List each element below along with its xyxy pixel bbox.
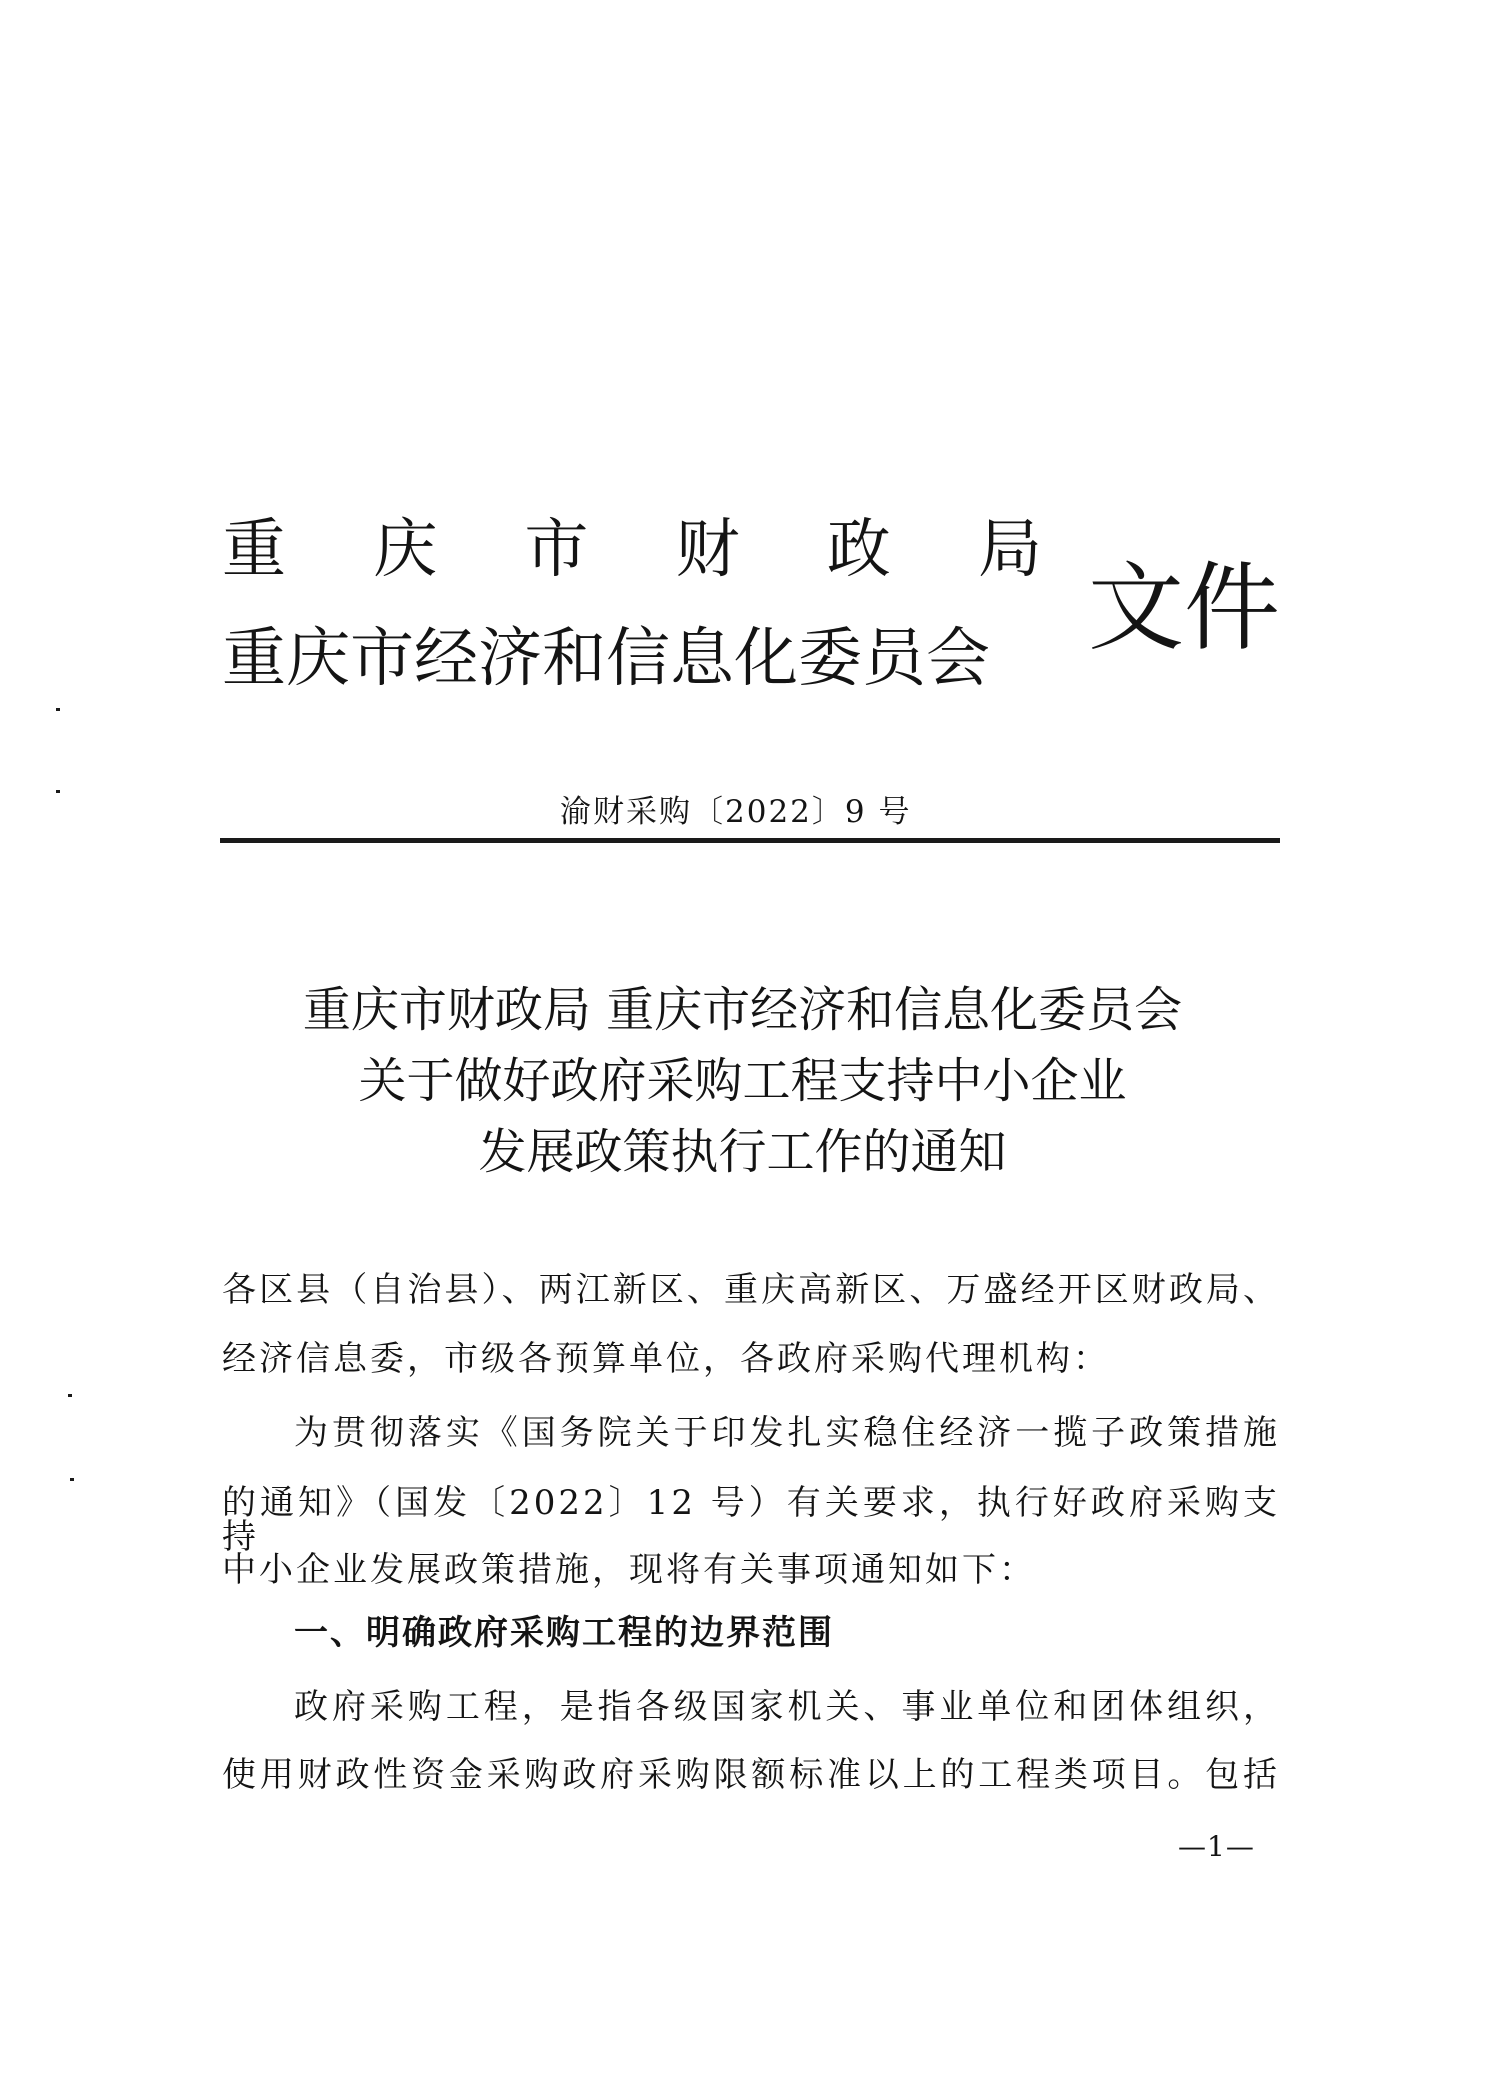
- paragraph-2-line-2: 使用财政性资金采购政府采购限额标准以上的工程类项目。包括: [222, 1755, 1280, 1795]
- document-number: 渝财采购〔2022〕9 号: [560, 794, 912, 830]
- issuer-char: 局: [977, 513, 1042, 587]
- title-line-3: 发展政策执行工作的通知: [478, 1124, 1007, 1180]
- issuer-char: 政: [826, 513, 891, 587]
- scan-speck: [68, 1394, 72, 1397]
- paragraph-1-line-2: 的通知》（国发〔2022〕12 号）有关要求，执行好政府采购支持: [222, 1483, 1280, 1557]
- paragraph-1-line-3: 中小企业发展政策措施，现将有关事项通知如下：: [222, 1550, 1036, 1590]
- issuer-finance-bureau: [222, 513, 1042, 587]
- section-heading-1: 一、明确政府采购工程的边界范围: [294, 1613, 834, 1653]
- paragraph-1-line-1: 为贯彻落实《国务院关于印发扎实稳住经济一揽子政策措施: [294, 1413, 1280, 1453]
- addressee-line-2: 经济信息委，市级各预算单位，各政府采购代理机构：: [222, 1339, 1110, 1379]
- issuer-economy-commission: 重庆市经济和信息化委员会: [222, 622, 990, 696]
- issuer-char: 重: [222, 513, 286, 587]
- title-line-1: 重庆市财政局 重庆市经济和信息化委员会: [302, 982, 1183, 1038]
- document-type-label: 文件: [1088, 552, 1280, 664]
- issuer-char: 财: [675, 513, 740, 587]
- issuer-char: 庆: [373, 513, 438, 587]
- addressee-line-1: 各区县（自治县）、两江新区、重庆高新区、万盛经开区财政局、: [222, 1270, 1280, 1310]
- scan-speck: [56, 708, 60, 711]
- header-divider: [220, 838, 1280, 843]
- scan-speck: [70, 1478, 74, 1481]
- scan-speck: [56, 790, 60, 793]
- page-number: —1—: [1178, 1830, 1255, 1863]
- issuer-char: 市: [524, 513, 589, 587]
- paragraph-2-line-1: 政府采购工程，是指各级国家机关、事业单位和团体组织，: [294, 1687, 1280, 1727]
- title-line-2: 关于做好政府采购工程支持中小企业: [358, 1053, 1127, 1109]
